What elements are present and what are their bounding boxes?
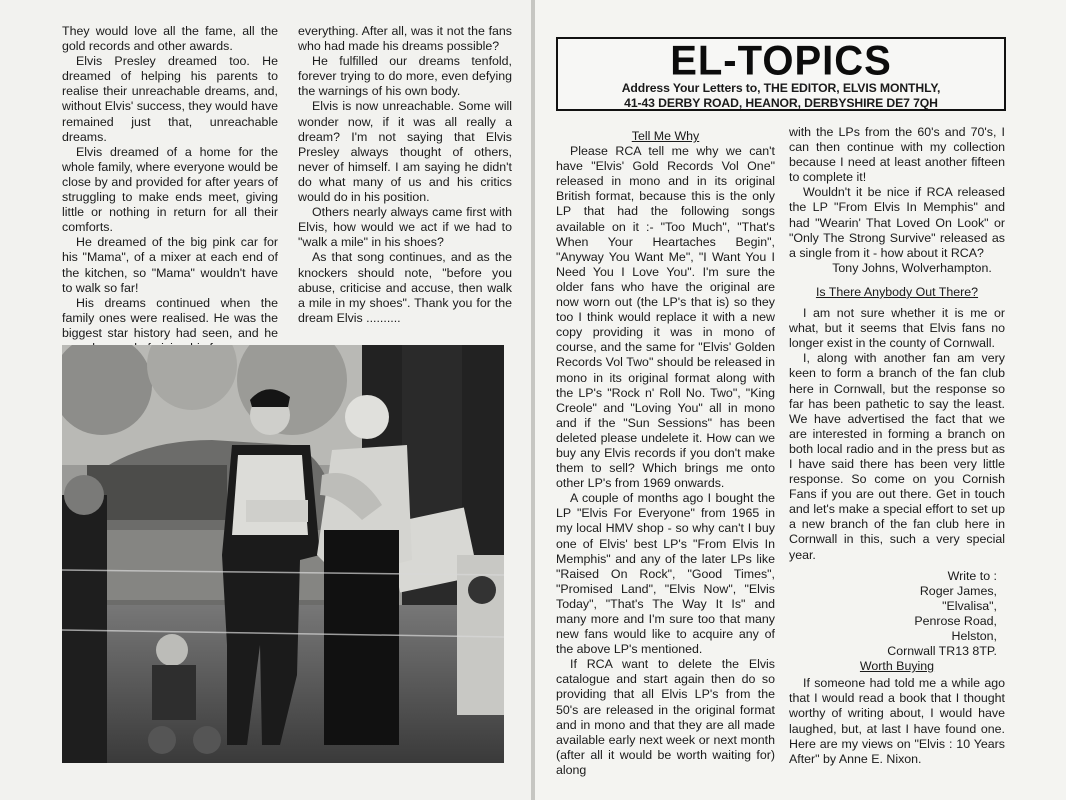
paragraph: He dreamed of the big pink car for his "Mama", of a mixer at each end of the kitchen, so "Mama" wouldn't have to walk so far! <box>62 235 278 295</box>
left-column-1 <box>62 24 278 356</box>
elvis-photograph <box>62 345 504 763</box>
masthead-address-line-1: Address Your Letters to, THE EDITOR, ELVIS MONTHLY, <box>621 81 941 95</box>
left-column-2 <box>298 24 512 326</box>
letter-signature: Tony Johns, Wolverhampton. <box>832 260 992 275</box>
address-line: Helston, <box>951 629 997 643</box>
address-line: Penrose Road, <box>914 613 997 628</box>
paragraph: Elvis dreamed of a home for the whole family, where everyone would be close by and provided for after years of struggling to make ends meet, giving little or nothing in return for all their comforts. <box>62 144 278 235</box>
right-column-1 <box>556 129 775 778</box>
masthead-title: EL-TOPICS <box>670 37 892 85</box>
paragraph: Elvis Presley dreamed too. He dreamed of helping his parents to realise their unreachable dreams, and, without Elvis' success, they would have remained just that, unreachable dreams. <box>62 54 278 144</box>
contact-address <box>789 569 1005 660</box>
paragraph: everything. After all, was it not the fans who had made his dreams possible? <box>298 24 512 54</box>
paragraph: Elvis is now unreachable. Some will wonder now, if it was all really a dream? I'm not saying that Elvis Presley always thought of others, never of himself. I am saying he didn't do what many of us and his critics would do in his position. <box>298 99 512 205</box>
address-line: Write to : <box>947 568 997 583</box>
paragraph: A couple of months ago I bought the LP "Elvis For Everyone" from 1965 in my local HMV shop - so why can't I buy one of Elvis' best LP's "From Elvis In Memphis" and any of the later LPs like "Raised On Rock", "Good Times", "Promised Land", "Elvis Now", "Elvis Today", "That's The Way It Is" and many more and I'm sure too that many new fans would like to acquire any of the above LP's mentioned. <box>556 491 775 657</box>
paragraph: As that song continues, and as the knockers should note, "before you abuse, criticise and accuse, then walk a mile in my shoes". Thank you for the dream Elvis .......... <box>298 250 512 325</box>
paragraph: He fulfilled our dreams tenfold, forever trying to do more, even defying the warnings of his own body. <box>298 54 512 99</box>
paragraph: If RCA want to delete the Elvis catalogue and start again then do so providing that all Elvis LP's from the 50's are released in the original format and in mono and that they are all made available early next week or next month (after all it would be worth waiting for) along <box>556 657 775 777</box>
address-line: "Elvalisa", <box>942 598 997 613</box>
paragraph: I am not sure whether it is me or what, but it seems that Elvis fans no longer exist in the county of Cornwall. <box>789 306 1005 351</box>
paragraph: His dreams continued when the family ones were realised. He was the biggest star history had seen, and he <box>62 295 278 340</box>
address-line: Cornwall TR13 8TP. <box>887 644 997 659</box>
paragraph: Please RCA tell me why we can't have "Elvis' Gold Records Vol One" released in mono and in its original British format, because this is the only LP that had the following songs available on it :- "Too Much", "That's When Your Heartaches Begin", "Anyway You Want Me", "I Want You I Need You I Love You". I'm sure the older fans who have the original are now worn out (the LP's that is) so they too I think would replace it with a new copy providing it was in mono of course, and the same for "Elvis' Golden Records Vol Two" should be released in mono in its original format along with the LP's "Rock n' Roll No. Two", "King Creole" and "Loving You" all in mono and if the "Sun Sessions" has been deleted please undelete it. How can we buy any Elvis records if you don't make them to sell? Which brings me onto other LP's from 1969 onwards. <box>556 144 775 491</box>
photograph-illustration <box>62 345 504 763</box>
letter-heading-tell-me-why: Tell Me Why <box>631 129 700 143</box>
paragraph: They would love all the fame, all the gold records and other awards. <box>62 24 278 54</box>
paragraph: Wouldn't it be nice if RCA released the LP "From Elvis In Memphis" and had "Wearin' That Loved On Look" or "Only The Strong Survive" released as a single from it - how about it RCA? <box>789 185 1005 260</box>
paragraph: with the LPs from the 60's and 70's, I can then continue with my collection because I need at least another fifteen to complete it! <box>789 125 1005 185</box>
paragraph: If someone had told me a while ago that I would read a book that I thought worthy of writing about, I would have laughed, but, at last I have found one. Here are my views on "Elvis : 10 Years After" by Anne E. Nixon. <box>789 676 1005 766</box>
letter-heading-worth-buying: Worth Buying <box>859 659 935 674</box>
masthead-address-line-2: 41-43 DERBY ROAD, HEANOR, DERBYSHIRE DE7 7QH <box>624 96 938 110</box>
letter-heading-is-there-anybody: Is There Anybody Out There? <box>815 284 979 299</box>
paragraph: I, along with another fan am very keen to form a branch of the fan club here in Cornwall, but the response so far has been pathetic to say the least. We have advertised the fact that we are interested in forming a branch on both local radio and in the press but as I have said there has been very little response. So come on you Cornish Fans if you are out there. Get in touch and let's make a special effort to set up a new branch of the fan club here in Cornwall in this, such a very special year. <box>789 351 1005 562</box>
right-column-2 <box>789 125 1005 767</box>
address-line: Roger James, <box>919 583 997 598</box>
paragraph: Others nearly always came first with Elvis, how would we act if we had to "walk a mile" in his shoes? <box>298 205 512 250</box>
el-topics-masthead <box>556 37 1006 111</box>
